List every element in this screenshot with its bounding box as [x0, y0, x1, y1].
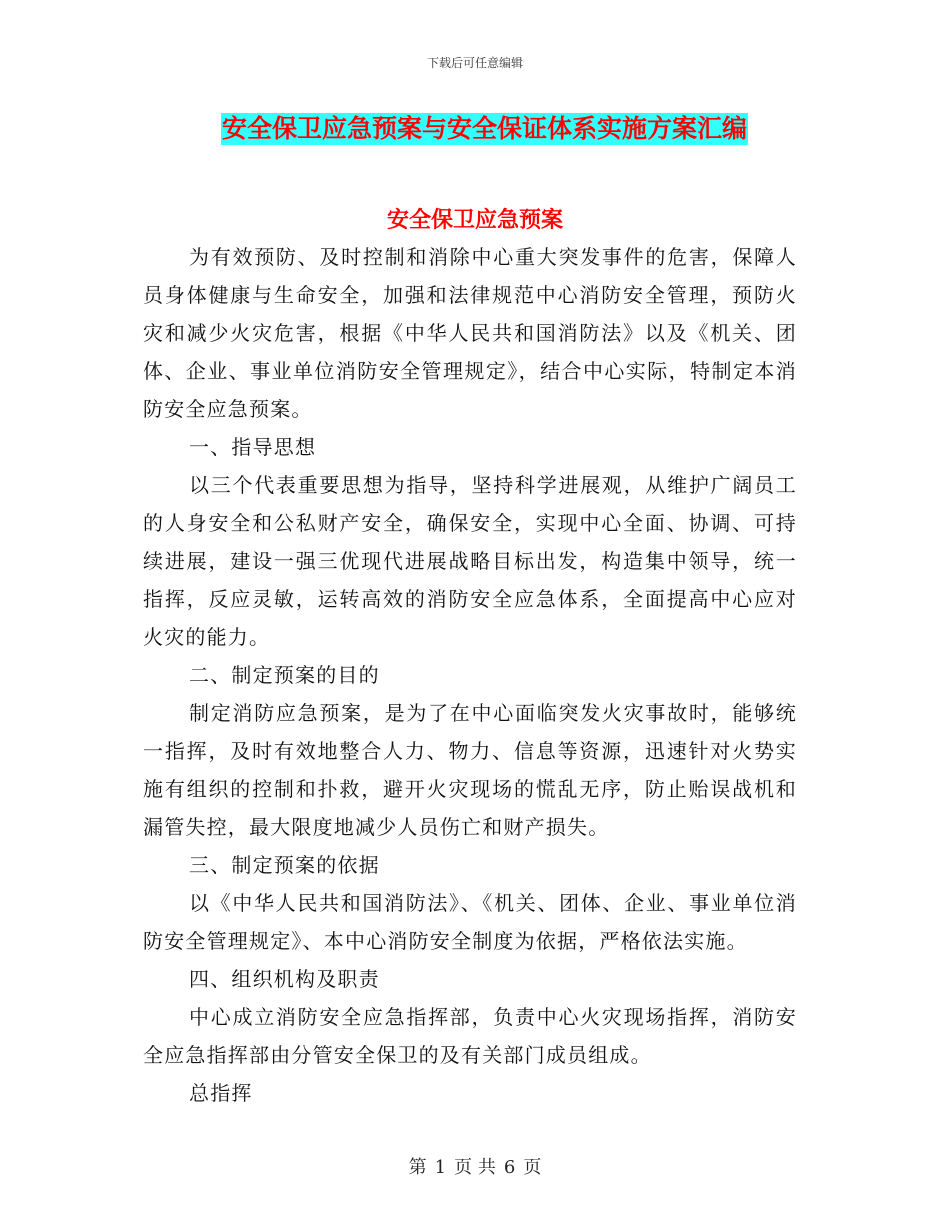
heading-guiding-thought: 一、指导思想	[189, 435, 317, 459]
section-title: 安全保卫应急预案	[386, 207, 563, 233]
commander-label: 总指挥	[189, 1081, 253, 1105]
footer-suffix: 页	[523, 1157, 542, 1178]
footer-prefix: 第	[408, 1157, 427, 1178]
footer-page-number: 1	[434, 1157, 447, 1178]
intro-paragraph: 为有效预防、及时控制和消除中心重大突发事件的危害，保障人员身体健康与生命安全，加强和法律规范中心消防安全管理，预防火灾和减少火灾危害，根据《中华人民共和国消防法》以及《机关、团体、企业、事业单位消防安全管理规定》，结合中心实际，特制定本消防安全应急预案。	[143, 245, 797, 421]
heading-basis: 三、制定预案的依据	[189, 853, 380, 877]
purpose-paragraph: 制定消防应急预案，是为了在中心面临突发火灾事故时，能够统一指挥，及时有效地整合人力、物力、信息等资源，迅速针对火势实施有组织的控制和扑救，避开火灾现场的慌乱无序，防止贻误战机和漏管失控，最大限度地减少人员伤亡和财产损失。	[143, 701, 797, 839]
document-body	[143, 238, 797, 1112]
footer-middle: 页 共	[454, 1157, 496, 1178]
guiding-thought-paragraph: 以三个代表重要思想为指导，坚持科学进展观，从维护广阔员工的人身安全和公私财产安全，确保安全，实现中心全面、协调、可持续进展，建设一强三优现代进展战略目标出发，构造集中领导，统一指挥，反应灵敏，运转高效的消防安全应急体系，全面提高中心应对火灾的能力。	[143, 473, 797, 649]
heading-organization: 四、组织机构及职责	[189, 967, 380, 991]
organization-paragraph: 中心成立消防安全应急指挥部，负责中心火灾现场指挥，消防安全应急指挥部由分管安全保卫的及有关部门成员组成。	[143, 1005, 797, 1067]
main-title: 安全保卫应急预案与安全保证体系实施方案汇编	[222, 114, 748, 143]
header-note: 下载后可任意编辑	[426, 56, 523, 70]
footer-total-pages: 6	[503, 1157, 516, 1178]
basis-paragraph: 以《中华人民共和国消防法》、《机关、团体、企业、事业单位消防安全管理规定》、本中心消防安全制度为依据，严格依法实施。	[143, 891, 797, 953]
page-footer	[0, 1153, 950, 1179]
heading-purpose: 二、制定预案的目的	[189, 663, 380, 687]
